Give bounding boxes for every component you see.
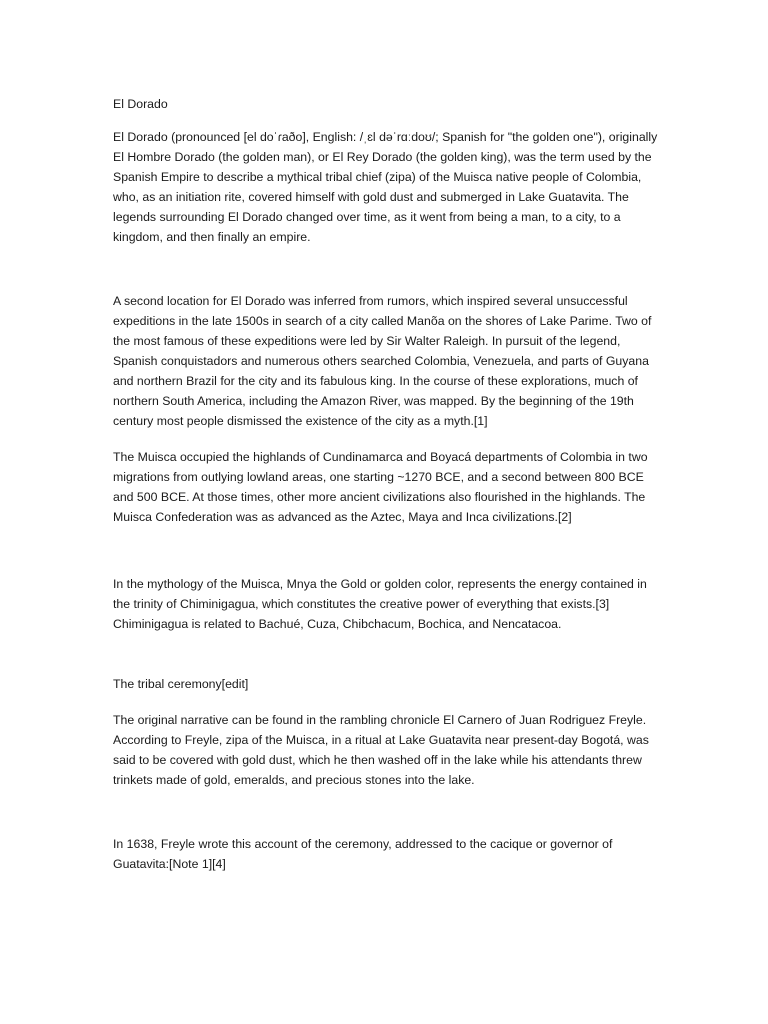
spacer [113,527,658,574]
spacer [113,247,658,291]
spacer [113,790,658,834]
spacer [113,694,658,710]
document-page [113,94,658,874]
spacer [113,634,658,674]
paragraph-second-location: A second location for El Dorado was inferred from rumors, which inspired several unsuccessful expeditions in the late 1500s in search of a city called Manõa on the shores of Lake Parime. Two of the most famous of these expeditions were led by Sir Walter Raleigh. In pursuit of the legend, Spanish conquistadors and numerous others searched Colombia, Venezuela, and parts of Guyana and northern Brazil for the city and its fabulous king. In the course of these explorations, much of northern South America, including the Amazon River, was mapped. By the beginning of the 19th century most people dismissed the existence of the city as a myth.[1] [113,294,652,428]
paragraph-original-narrative: The original narrative can be found in the rambling chronicle El Carnero of Juan Rodriguez Freyle. According to Freyle, zipa of the Muisca, in a ritual at Lake Guatavita near present-day Bogotá, was said to be covered with gold dust, which he then washed off in the lake while his attendants threw trinkets made of gold, emeralds, and precious stones into the lake. [113,713,649,787]
paragraph-muisca: The Muisca occupied the highlands of Cundinamarca and Boyacá departments of Colombia in two migrations from outlying lowland areas, one starting ~1270 BCE, and a second between 800 BCE and 500 BCE. At those times, other more ancient civilizations also flourished in the highlands. The Muisca Confederation was as advanced as the Aztec, Maya and Inca civilizations.[2] [113,450,648,524]
paragraph-intro: El Dorado (pronounced [el doˈɾaðo], English: /ˌɛl dəˈrɑːdoʊ/; Spanish for "the golden one"), originally El Hombre Dorado (the golden man), or El Rey Dorado (the golden king), was the term used by the Spanish Empire to describe a mythical tribal chief (zipa) of the Muisca native people of Colombia, who, as an initiation rite, covered himself with gold dust and submerged in Lake Guatavita. The legends surrounding El Dorado changed over time, as it went from being a man, to a city, to a kingdom, and then finally an empire. [113,130,658,244]
spacer [113,431,658,447]
paragraph-mythology: In the mythology of the Muisca, Mnya the Gold or golden color, represents the energy contained in the trinity of Chiminigagua, which constitutes the creative power of everything that exists.[3] Chiminigagua is related to Bachué, Cuza, Chibchacum, Bochica, and Nencatacoa. [113,577,647,631]
section-heading: The tribal ceremony[edit] [113,677,249,691]
document-title: El Dorado [113,97,168,111]
paragraph-freyle-account: In 1638, Freyle wrote this account of the ceremony, addressed to the cacique or governor of Guatavita:[Note 1][4] [113,837,613,871]
